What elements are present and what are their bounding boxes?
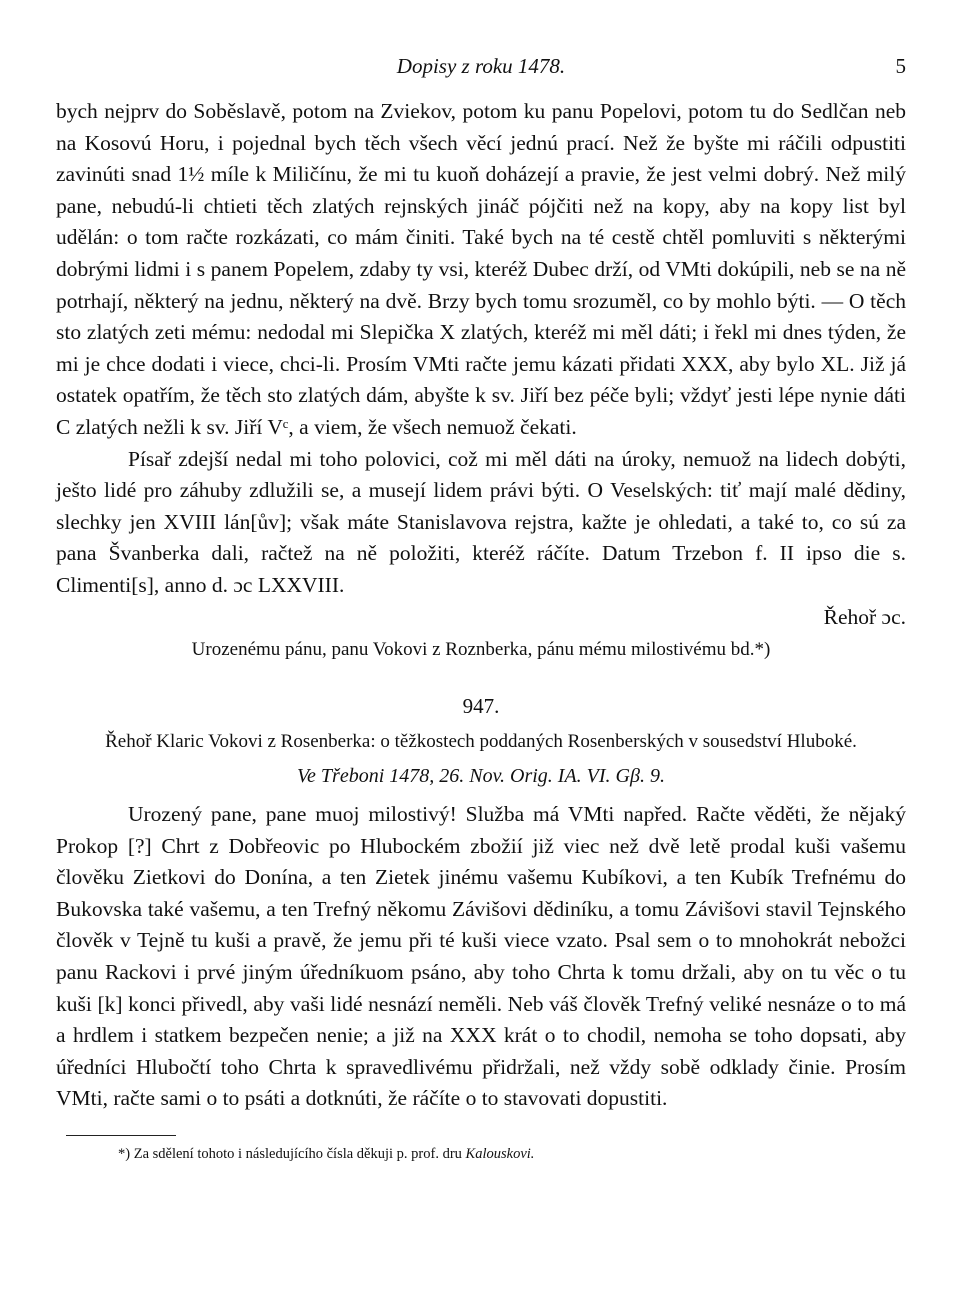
letter-947-body xyxy=(56,799,906,1115)
letter-946-address: Urozenému pánu, panu Vokovi z Roznberka, pánu mému milostivému bd.*) xyxy=(191,639,771,661)
document-number: 947. xyxy=(462,694,500,719)
letter-947-paragraph-1: Urozený pane, pane muoj milostivý! Služba má VMti napřed. Račte věděti, že nějaký Prokop [?] Chrt z Dobřeovic po Hlubockém zbožií již viec než dvě letě prodal kuši vašemu člověku Zietkovi do Donína, a ten Zietek jinému vašemu Kubíkovi, a ten Kubík Trefnému do Bukovska také vašemu, a ten Trefný někomu Závišovi dědiníku, a tomu Závišovi stavil Tejnského člověk v Tejně tu kuši a pravě, že jemu při té kuši viece vzato. Psal sem o to mnohokrát nebožci panu Rackovi i prvé jiným úředníkuom psáno, aby toho Chrta k tomu držali, aby on tu věc o tu kuši [k] konci přivedl, aby vaši lidé nesnází neměli. Neb váš člověk Trefný veliké nesnáze o to má a hrdlem i statkem bezpečen nenie; a již na XXX krát o to chodil, nemoha se toho dopsati, aby úředníci Hlubočtí toho Chrta k spravedlivému přidržali, než vždy sobě odklady činie. Prosím VMti, račte sami o to psáti a dotknúti, že ráčíte o to stavovati dopustiti. xyxy=(56,802,906,1111)
running-header xyxy=(56,48,906,82)
document-source: Ve Třeboni 1478, 26. Nov. Orig. IA. VI. Gβ. 9. xyxy=(297,765,665,788)
document-page xyxy=(56,48,906,1163)
footnote-text: Za sdělení tohoto i následujícího čísla děkuji p. prof. dru xyxy=(133,1146,462,1163)
letter-946-body xyxy=(56,96,906,633)
footnote-divider xyxy=(66,1135,176,1136)
letter-946-paragraph-1: bych nejprv do Soběslavě, potom na Zviekov, potom ku panu Popelovi, potom tu do Sedlčan neb na Kosovú Horu, i pojednal bych těch všech věcí jednú prací. Než že byšte mi ráčili odpustiti zavinúti snad 1½ míle k Miličínu, že mi tu kuoň doházejí a pravie, že jest velmi dobrý. Než milý pane, nebudú-li chtieti těch zlatých rejnských jináč pójčiti než na kopy, aby na kopy list byl udělán: o tom račte rozkázati, co mám činiti. Také bych na té cestě chtěl pomluviti s některými dobrými lidmi i s panem Popelem, zdaby ty vsi, kteréž Dubec drží, od VMti dokúpili, neb se na ně potrhají, některý na jednu, některý na dvě. Brzy bych tomu srozuměl, co by mohlo býti. — O těch sto zlatých zeti mému: nedodal mi Slepička X zlatých, kteréž mi měl dáti; i řekl mi dnes týden, že mi je chce dodati i viece, chci-li. Prosím VMti račte jemu kázati přidati XXX, aby bylo XL. Již já ostatek opatřím, že těch sto zlatých dám, abyšte k sv. Jiří bez péče byli; vždyť jesti lépe nynie dáti C zlatých nežli k sv. Jiří Vᶜ, a viem, že všech nemuož čekati. xyxy=(56,99,906,439)
page-number: 5 xyxy=(895,54,906,78)
running-title: Dopisy z roku 1478. xyxy=(396,54,566,78)
letter-946-signature: Řehoř ɔc. xyxy=(823,604,906,629)
document-heading: Řehoř Klaric Vokovi z Rosenberka: o těžkostech poddaných Rosenberských v sousedství Hluboké. xyxy=(105,731,857,753)
letter-946-paragraph-2: Písař zdejší nedal mi toho polovici, což mi měl dáti na úroky, nemuož na lidech dobýti, ješto lidé pro záhuby zdlužili se, a musejí lidem právi býti. O Veselských: tiť mají malé dědiny, slechky jen XVIII lán[ův]; však máte Stanislavova rejstra, kažte je ohledati, a také to, co sú za pana Švanberka dali, račtež na ně položiti, kteréž ráčíte. Datum Trzebon f. II ipso die s. Climenti[s], anno d. ɔc LXXVIII. xyxy=(56,446,906,597)
footnote-name: Kalouskovi. xyxy=(465,1146,535,1163)
footnote xyxy=(118,1146,906,1163)
footnote-marker: *) xyxy=(118,1146,131,1163)
